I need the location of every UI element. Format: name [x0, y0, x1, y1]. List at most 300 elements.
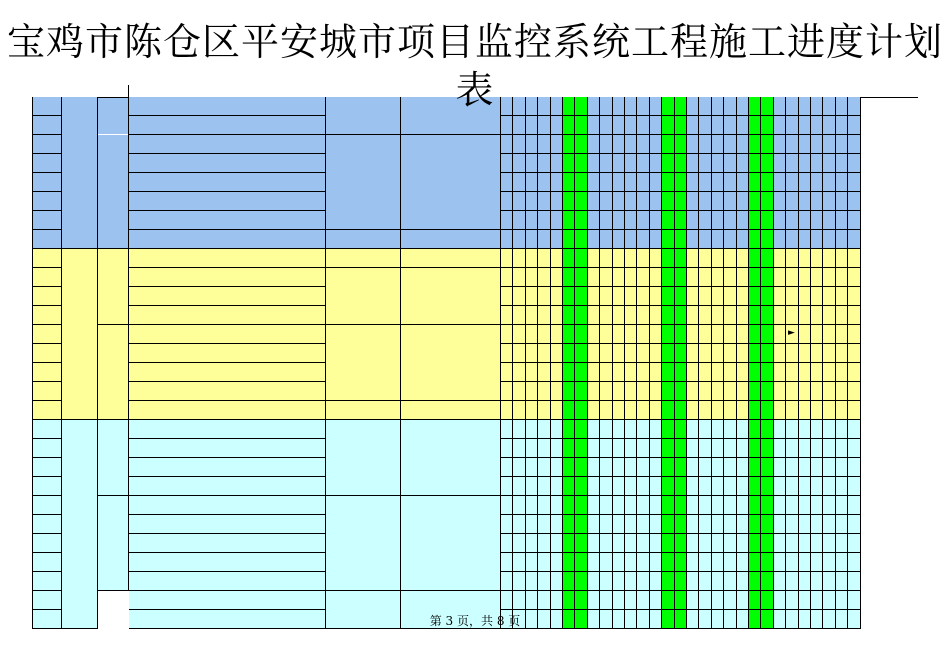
schedule-cell [687, 401, 699, 420]
schedule-cell [501, 572, 513, 591]
schedule-cell [737, 230, 749, 249]
task-name [129, 591, 326, 610]
schedule-cell [650, 116, 662, 135]
schedule-cell [724, 458, 737, 477]
schedule-cell [650, 287, 662, 306]
schedule-cell [501, 496, 513, 515]
task-name [129, 173, 326, 192]
schedule-cell [650, 363, 662, 382]
row-number [33, 591, 62, 610]
schedule-cell [687, 268, 699, 287]
schedule-cell [513, 306, 526, 325]
schedule-cell [786, 135, 799, 154]
schedule-cell [625, 173, 637, 192]
schedule-cell-green [675, 287, 687, 306]
schedule-cell-green [761, 553, 774, 572]
schedule-cell [848, 420, 861, 439]
schedule-cell [687, 154, 699, 173]
schedule-cell [823, 382, 836, 401]
schedule-cell [774, 230, 786, 249]
schedule-cell [625, 458, 637, 477]
schedule-cell [823, 477, 836, 496]
schedule-cell-green [761, 496, 774, 515]
schedule-cell [811, 249, 823, 268]
task-name [129, 382, 326, 401]
schedule-cell [526, 154, 538, 173]
schedule-cell [613, 401, 625, 420]
schedule-cell [588, 306, 600, 325]
schedule-cell [637, 325, 650, 344]
task-name [129, 287, 326, 306]
schedule-cell [774, 382, 786, 401]
schedule-cell [774, 135, 786, 154]
schedule-cell [501, 249, 513, 268]
schedule-cell [799, 306, 811, 325]
schedule-cell [687, 173, 699, 192]
schedule-cell [650, 192, 662, 211]
schedule-cell [600, 154, 613, 173]
schedule-cell [786, 572, 799, 591]
schedule-cell [786, 306, 799, 325]
schedule-cell [637, 306, 650, 325]
schedule-cell [501, 135, 513, 154]
schedule-cell [588, 154, 600, 173]
schedule-cell [625, 211, 637, 230]
schedule-cell [724, 439, 737, 458]
schedule-cell [600, 534, 613, 553]
schedule-cell [799, 135, 811, 154]
schedule-cell [724, 211, 737, 230]
schedule-cell [774, 515, 786, 534]
schedule-cell [526, 572, 538, 591]
schedule-cell [501, 363, 513, 382]
note-text [401, 135, 501, 230]
schedule-cell-green [563, 268, 575, 287]
schedule-cell [848, 325, 861, 344]
schedule-cell [588, 591, 600, 610]
schedule-cell [687, 363, 699, 382]
schedule-cell [551, 420, 563, 439]
schedule-cell-green [749, 420, 761, 439]
schedule-cell [737, 135, 749, 154]
schedule-cell [848, 477, 861, 496]
schedule-cell [836, 401, 848, 420]
row-number [33, 534, 62, 553]
system-name [62, 420, 98, 629]
schedule-cell [588, 268, 600, 287]
schedule-cell-green [761, 344, 774, 363]
schedule-cell [848, 192, 861, 211]
schedule-cell [774, 249, 786, 268]
schedule-cell [823, 116, 836, 135]
schedule-cell [724, 192, 737, 211]
schedule-cell [600, 572, 613, 591]
schedule-cell [513, 135, 526, 154]
schedule-cell [799, 496, 811, 515]
schedule-cell [774, 154, 786, 173]
schedule-cell-green [749, 268, 761, 287]
schedule-cell [737, 553, 749, 572]
schedule-cell [823, 192, 836, 211]
schedule-cell [650, 515, 662, 534]
schedule-cell [513, 515, 526, 534]
schedule-cell [823, 534, 836, 553]
schedule-cell [613, 211, 625, 230]
schedule-cell [513, 268, 526, 287]
schedule-cell [501, 287, 513, 306]
schedule-cell [687, 572, 699, 591]
schedule-cell [737, 458, 749, 477]
schedule-cell-green [662, 230, 675, 249]
schedule-cell-green [761, 439, 774, 458]
schedule-cell [501, 515, 513, 534]
schedule-cell [501, 344, 513, 363]
schedule-cell [613, 306, 625, 325]
schedule-cell [774, 591, 786, 610]
schedule-cell-green [662, 553, 675, 572]
schedule-cell-green [662, 363, 675, 382]
schedule-cell-green [662, 135, 675, 154]
schedule-cell [848, 306, 861, 325]
schedule-cell [501, 268, 513, 287]
schedule-cell [848, 401, 861, 420]
schedule-cell [786, 534, 799, 553]
schedule-cell [600, 515, 613, 534]
schedule-cell-green [575, 116, 588, 135]
schedule-cell [724, 344, 737, 363]
schedule-cell [848, 154, 861, 173]
schedule-cell-green [749, 211, 761, 230]
schedule-cell [823, 325, 836, 344]
row-number [33, 477, 62, 496]
schedule-cell-green [575, 192, 588, 211]
schedule-cell [724, 496, 737, 515]
schedule-cell [613, 135, 625, 154]
schedule-cell [637, 192, 650, 211]
schedule-cell [799, 192, 811, 211]
schedule-cell [551, 192, 563, 211]
schedule-cell [538, 230, 551, 249]
schedule-cell [513, 230, 526, 249]
schedule-cell [650, 458, 662, 477]
schedule-cell-green [662, 572, 675, 591]
schedule-cell [786, 420, 799, 439]
schedule-cell [699, 287, 712, 306]
schedule-cell [613, 439, 625, 458]
schedule-cell [811, 306, 823, 325]
schedule-cell [513, 173, 526, 192]
schedule-cell [501, 211, 513, 230]
schedule-cell [786, 344, 799, 363]
schedule-cell [600, 382, 613, 401]
schedule-cell [625, 496, 637, 515]
schedule-cell [836, 325, 848, 344]
schedule-cell [501, 154, 513, 173]
schedule-cell-green [563, 591, 575, 610]
schedule-cell [513, 192, 526, 211]
schedule-cell [613, 458, 625, 477]
schedule-cell [526, 249, 538, 268]
schedule-cell [724, 515, 737, 534]
schedule-cell [799, 382, 811, 401]
schedule-cell [836, 439, 848, 458]
schedule-cell [600, 306, 613, 325]
schedule-cell [712, 496, 724, 515]
row-number [33, 306, 62, 325]
schedule-cell [637, 154, 650, 173]
task-name [129, 306, 326, 325]
schedule-cell [848, 287, 861, 306]
schedule-cell-green [575, 591, 588, 610]
schedule-cell [823, 496, 836, 515]
schedule-cell [836, 515, 848, 534]
schedule-cell [588, 173, 600, 192]
schedule-cell [687, 477, 699, 496]
schedule-cell [799, 515, 811, 534]
schedule-cell [799, 173, 811, 192]
schedule-cell [712, 154, 724, 173]
schedule-cell-green [662, 477, 675, 496]
schedule-cell [613, 192, 625, 211]
schedule-cell [551, 249, 563, 268]
schedule-cell-green [761, 135, 774, 154]
schedule-cell [551, 553, 563, 572]
schedule-cell [836, 496, 848, 515]
schedule-cell [737, 211, 749, 230]
schedule-cell [699, 192, 712, 211]
schedule-cell [637, 211, 650, 230]
schedule-cell [526, 230, 538, 249]
schedule-cell [786, 116, 799, 135]
schedule-cell [786, 458, 799, 477]
schedule-cell-green [749, 458, 761, 477]
row-number [33, 249, 62, 268]
schedule-cell [687, 458, 699, 477]
schedule-cell [551, 306, 563, 325]
schedule-cell [650, 211, 662, 230]
schedule-cell [811, 211, 823, 230]
schedule-cell-green [563, 401, 575, 420]
schedule-cell [699, 116, 712, 135]
schedule-cell-green [575, 382, 588, 401]
schedule-cell [737, 572, 749, 591]
schedule-cell [737, 173, 749, 192]
schedule-cell [687, 230, 699, 249]
schedule-cell [625, 515, 637, 534]
schedule-cell [799, 230, 811, 249]
schedule-cell [799, 534, 811, 553]
schedule-cell [551, 230, 563, 249]
schedule-cell [848, 382, 861, 401]
schedule-cell-green [575, 230, 588, 249]
schedule-cell [699, 420, 712, 439]
schedule-cell [625, 325, 637, 344]
schedule-cell [724, 268, 737, 287]
row-number [33, 344, 62, 363]
task-name [129, 249, 326, 268]
schedule-cell-green [749, 363, 761, 382]
task-name [129, 477, 326, 496]
schedule-cell [551, 496, 563, 515]
task-name [129, 572, 326, 591]
schedule-cell [513, 363, 526, 382]
schedule-cell [823, 401, 836, 420]
schedule-cell [501, 382, 513, 401]
schedule-cell-green [675, 116, 687, 135]
schedule-cell [513, 439, 526, 458]
schedule-cell [551, 439, 563, 458]
schedule-cell-green [575, 135, 588, 154]
schedule-cell [848, 458, 861, 477]
progress-marker-icon: ► [788, 328, 795, 338]
schedule-cell [823, 591, 836, 610]
schedule-cell [811, 572, 823, 591]
schedule-cell [600, 230, 613, 249]
schedule-cell-green [675, 515, 687, 534]
schedule-cell [526, 211, 538, 230]
schedule-cell [526, 534, 538, 553]
schedule-cell [625, 553, 637, 572]
schedule-cell [811, 344, 823, 363]
schedule-cell [712, 420, 724, 439]
schedule-cell [600, 496, 613, 515]
schedule-cell [526, 287, 538, 306]
schedule-cell [637, 287, 650, 306]
schedule-cell [799, 401, 811, 420]
schedule-cell [513, 420, 526, 439]
schedule-cell [637, 496, 650, 515]
schedule-cell [786, 230, 799, 249]
schedule-cell [699, 325, 712, 344]
schedule-cell [836, 249, 848, 268]
schedule-cell [625, 572, 637, 591]
schedule-cell-green [575, 211, 588, 230]
schedule-cell [836, 591, 848, 610]
schedule-cell [501, 116, 513, 135]
schedule-cell-green [575, 363, 588, 382]
schedule-cell [799, 439, 811, 458]
task-name [129, 116, 326, 135]
schedule-cell [811, 192, 823, 211]
schedule-cell [811, 268, 823, 287]
schedule-cell [712, 344, 724, 363]
schedule-cell [848, 230, 861, 249]
schedule-cell-green [662, 420, 675, 439]
schedule-cell-green [575, 477, 588, 496]
schedule-cell [848, 534, 861, 553]
row-number [33, 515, 62, 534]
schedule-cell [538, 420, 551, 439]
schedule-cell [687, 420, 699, 439]
schedule-cell-green [675, 591, 687, 610]
schedule-cell [687, 116, 699, 135]
task-name [129, 534, 326, 553]
schedule-cell [538, 515, 551, 534]
schedule-cell [724, 173, 737, 192]
schedule-cell [774, 306, 786, 325]
schedule-cell [501, 534, 513, 553]
schedule-cell-green [662, 458, 675, 477]
schedule-cell [712, 534, 724, 553]
schedule-cell [848, 363, 861, 382]
schedule-cell [799, 458, 811, 477]
schedule-cell-green [761, 572, 774, 591]
schedule-cell [737, 192, 749, 211]
schedule-cell [786, 477, 799, 496]
schedule-cell [712, 211, 724, 230]
schedule-cell-green [575, 553, 588, 572]
schedule-cell [699, 211, 712, 230]
schedule-cell [848, 515, 861, 534]
schedule-cell [551, 515, 563, 534]
schedule-cell [637, 173, 650, 192]
schedule-cell [613, 382, 625, 401]
schedule-cell [774, 572, 786, 591]
schedule-cell [650, 382, 662, 401]
schedule-cell [774, 287, 786, 306]
schedule-cell [699, 572, 712, 591]
schedule-cell [811, 230, 823, 249]
schedule-cell [712, 458, 724, 477]
schedule-cell [836, 344, 848, 363]
schedule-cell [513, 287, 526, 306]
row-number [33, 363, 62, 382]
schedule-cell [786, 363, 799, 382]
schedule-cell [823, 287, 836, 306]
schedule-cell [600, 135, 613, 154]
schedule-cell [526, 553, 538, 572]
schedule-cell-green [662, 591, 675, 610]
schedule-cell [811, 515, 823, 534]
schedule-cell [699, 382, 712, 401]
schedule-cell [823, 173, 836, 192]
schedule-cell-green [749, 192, 761, 211]
schedule-cell [600, 477, 613, 496]
schedule-cell-green [662, 496, 675, 515]
note-text [401, 268, 501, 325]
schedule-cell [588, 553, 600, 572]
schedule-cell [774, 401, 786, 420]
schedule-cell [513, 154, 526, 173]
schedule-cell [774, 496, 786, 515]
schedule-cell [786, 401, 799, 420]
system-name [62, 249, 98, 420]
schedule-cell [836, 211, 848, 230]
row-number [33, 173, 62, 192]
schedule-cell [538, 173, 551, 192]
row-number [33, 496, 62, 515]
task-name [129, 211, 326, 230]
schedule-cell [551, 211, 563, 230]
schedule-cell [799, 363, 811, 382]
schedule-cell [712, 116, 724, 135]
schedule-cell [774, 211, 786, 230]
schedule-cell-green [749, 249, 761, 268]
schedule-cell-green [749, 382, 761, 401]
schedule-cell [823, 230, 836, 249]
task-name [129, 401, 326, 420]
schedule-cell [799, 591, 811, 610]
task-name [129, 496, 326, 515]
note-text [401, 249, 501, 268]
schedule-cell [786, 515, 799, 534]
schedule-cell [811, 553, 823, 572]
schedule-cell-green [749, 135, 761, 154]
schedule-cell [724, 154, 737, 173]
schedule-cell [836, 116, 848, 135]
schedule-cell-green [749, 572, 761, 591]
schedule-cell-green [662, 306, 675, 325]
